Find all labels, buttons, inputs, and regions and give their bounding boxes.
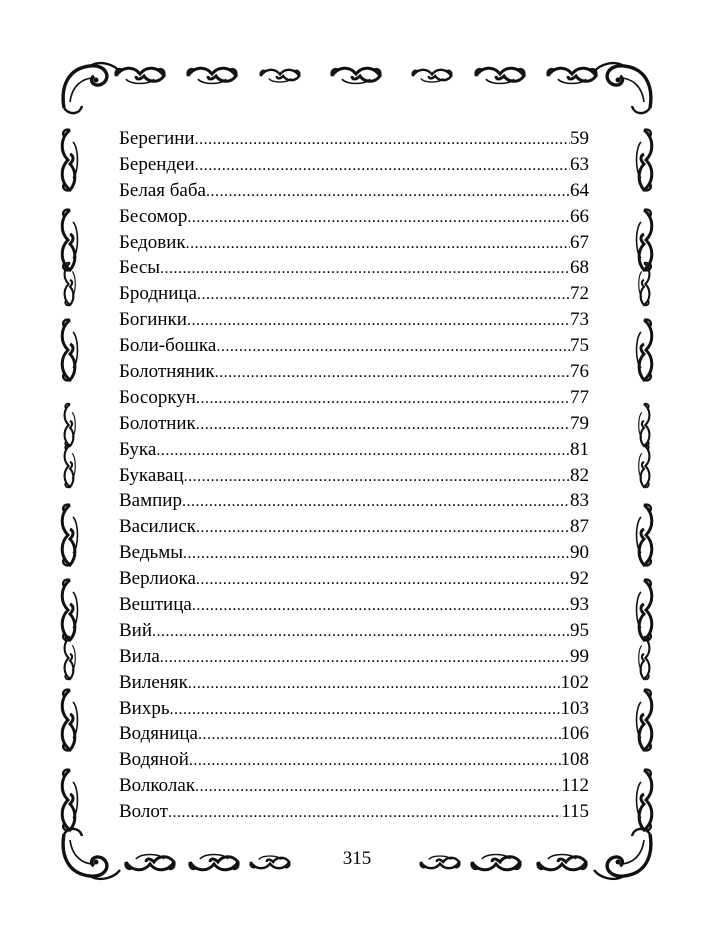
toc-leader-dots xyxy=(187,205,570,231)
toc-entry-page: 66 xyxy=(570,205,589,227)
toc-entry-title: Берендеи xyxy=(119,153,195,175)
toc-entry xyxy=(119,411,589,437)
toc-entry-title: Богинки xyxy=(119,309,187,331)
toc-entry-page: 106 xyxy=(560,723,589,745)
toc-entry xyxy=(119,333,589,359)
toc-entry xyxy=(119,540,589,566)
toc-entry xyxy=(119,747,589,773)
toc-leader-dots xyxy=(216,334,570,360)
toc-entry xyxy=(119,670,589,696)
toc-leader-dots xyxy=(182,489,570,515)
toc-leader-dots xyxy=(189,748,561,774)
toc-leader-dots xyxy=(192,593,570,619)
toc-entry-title: Белая баба xyxy=(119,179,206,201)
toc-entry-page: 99 xyxy=(570,645,589,667)
toc-leader-dots xyxy=(160,256,570,282)
toc-entry-page: 76 xyxy=(570,361,589,383)
toc-leader-dots xyxy=(186,231,570,257)
toc-entry-page: 77 xyxy=(570,386,589,408)
toc-entry xyxy=(119,126,589,152)
toc-entry-page: 83 xyxy=(570,490,589,512)
toc-entry-page: 81 xyxy=(570,438,589,460)
toc-leader-dots xyxy=(152,619,570,645)
toc-entry xyxy=(119,255,589,281)
toc-entry-page: 92 xyxy=(570,568,589,590)
toc-entry xyxy=(119,359,589,385)
toc-entry-title: Болотняник xyxy=(119,361,215,383)
toc-entry-page: 63 xyxy=(570,153,589,175)
toc-entry xyxy=(119,307,589,333)
toc-leader-dots xyxy=(160,645,570,671)
toc-entry xyxy=(119,721,589,747)
toc-entry-page: 79 xyxy=(570,412,589,434)
toc-entry-page: 72 xyxy=(570,283,589,305)
toc-entry xyxy=(119,488,589,514)
toc-entry-title: Бедовик xyxy=(119,231,186,253)
toc-entry xyxy=(119,437,589,463)
toc-entry xyxy=(119,799,589,825)
toc-leader-dots xyxy=(215,360,570,386)
toc-entry xyxy=(119,566,589,592)
toc-entry-page: 75 xyxy=(570,335,589,357)
toc-entry-page: 90 xyxy=(570,542,589,564)
toc-entry-page: 87 xyxy=(570,516,589,538)
toc-entry xyxy=(119,152,589,178)
toc-leader-dots xyxy=(168,800,561,826)
toc-entry-title: Волколак xyxy=(119,775,196,797)
toc-entry-title: Вештица xyxy=(119,594,192,616)
toc-entry-title: Букавац xyxy=(119,464,184,486)
toc-entry xyxy=(119,514,589,540)
toc-entry xyxy=(119,463,589,489)
toc-entry xyxy=(119,204,589,230)
toc-leader-dots xyxy=(196,567,570,593)
toc-entry-title: Виленяк xyxy=(119,671,188,693)
toc-leader-dots xyxy=(198,722,561,748)
toc-leader-dots xyxy=(156,438,570,464)
toc-entry-page: 82 xyxy=(570,464,589,486)
toc-leader-dots xyxy=(170,697,561,723)
toc-entry xyxy=(119,618,589,644)
toc-entry-title: Босоркун xyxy=(119,386,196,408)
page-number: 315 xyxy=(342,848,372,869)
toc-entry-page: 112 xyxy=(561,775,589,797)
toc-entry-page: 108 xyxy=(560,749,589,771)
toc-entry-page: 68 xyxy=(570,257,589,279)
toc-entry xyxy=(119,230,589,256)
toc-entry-page: 103 xyxy=(560,697,589,719)
toc-entry-title: Бесы xyxy=(119,257,161,279)
toc-leader-dots xyxy=(195,127,570,153)
toc-leader-dots xyxy=(206,179,570,205)
toc-entry xyxy=(119,178,589,204)
toc-leader-dots xyxy=(196,515,570,541)
toc-entry xyxy=(119,773,589,799)
toc-entry-title: Водяной xyxy=(119,749,189,771)
toc-entry-title: Василиск xyxy=(119,516,197,538)
toc-entry xyxy=(119,592,589,618)
toc-entry-page: 115 xyxy=(561,801,589,823)
toc-entry-title: Водяница xyxy=(119,723,198,745)
toc-entry-title: Берегини xyxy=(119,128,195,149)
toc-leader-dots xyxy=(196,412,570,438)
toc-entry xyxy=(119,644,589,670)
toc-entry-page: 67 xyxy=(570,231,589,253)
toc-leader-dots xyxy=(184,464,570,490)
toc-entry-title: Волот xyxy=(119,801,168,823)
toc-entry-title: Болотник xyxy=(119,412,196,434)
table-of-contents xyxy=(119,126,589,825)
toc-entry-title: Верлиока xyxy=(119,568,196,590)
toc-leader-dots xyxy=(183,541,570,567)
toc-entry-page: 95 xyxy=(570,619,589,641)
toc-entry-page: 73 xyxy=(570,309,589,331)
toc-leader-dots xyxy=(195,774,561,800)
toc-entry-page: 64 xyxy=(570,179,589,201)
toc-entry-title: Бродница xyxy=(119,283,197,305)
toc-leader-dots xyxy=(197,282,570,308)
toc-entry-title: Бесомор xyxy=(119,205,188,227)
toc-entry-title: Ведьмы xyxy=(119,542,183,564)
toc-entry-title: Вихрь xyxy=(119,697,170,719)
toc-entry-page: 59 xyxy=(570,128,589,149)
toc-entry-title: Бука xyxy=(119,438,157,460)
toc-entry xyxy=(119,696,589,722)
toc-entry-title: Вий xyxy=(119,619,153,641)
toc-leader-dots xyxy=(196,386,570,412)
toc-leader-dots xyxy=(188,671,561,697)
toc-entry-page: 102 xyxy=(560,671,589,693)
toc-entry-title: Вила xyxy=(119,645,160,667)
toc-leader-dots xyxy=(195,153,570,179)
toc-entry-title: Боли-бошка xyxy=(119,335,217,357)
toc-entry-page: 93 xyxy=(570,594,589,616)
toc-entry-title: Вампир xyxy=(119,490,182,512)
toc-entry xyxy=(119,385,589,411)
toc-leader-dots xyxy=(187,308,570,334)
toc-entry xyxy=(119,281,589,307)
